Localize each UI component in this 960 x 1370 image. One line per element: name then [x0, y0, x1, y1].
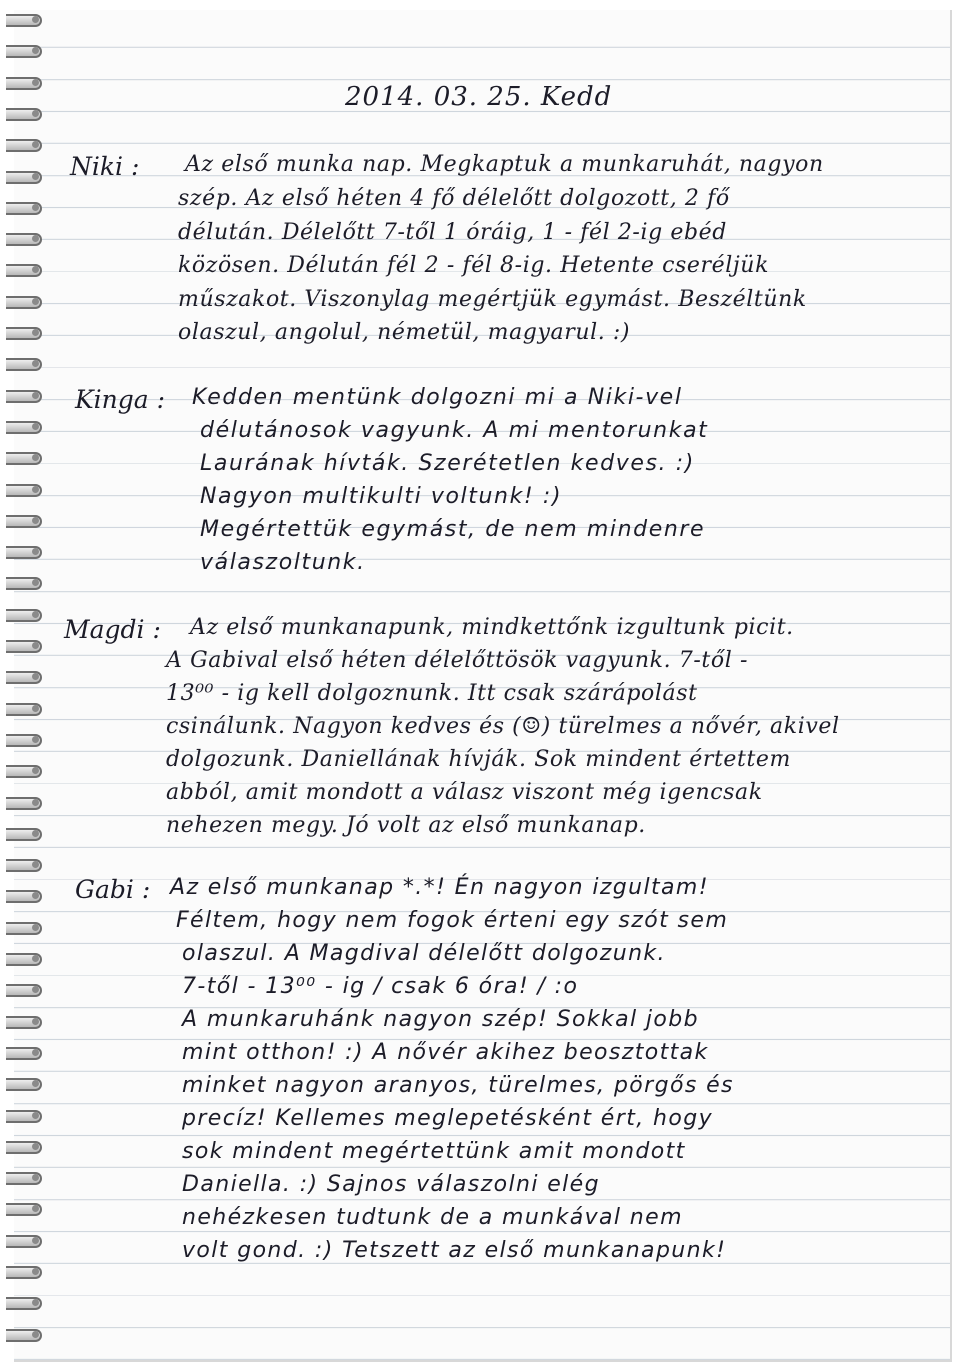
- spiral-ring-hole: [32, 235, 39, 242]
- entry-line: nehézkesen tudtunk de a munkával nem: [182, 1205, 683, 1230]
- spiral-ring-hole: [32, 673, 39, 680]
- spiral-ring-hole: [32, 360, 39, 367]
- entry-line: délután. Délelőtt 7-től 1 óráig, 1 - fél 2-ig ebéd: [178, 220, 727, 245]
- spiral-ring-hole: [32, 517, 39, 524]
- spiral-ring: [2, 890, 42, 900]
- spiral-ring-hole: [32, 924, 39, 931]
- spiral-ring-hole: [32, 1018, 39, 1025]
- page-date: 2014. 03. 25. Kedd: [345, 82, 613, 112]
- spiral-ring-hole: [32, 548, 39, 555]
- spiral-ring: [2, 546, 42, 556]
- spiral-ring-hole: [32, 1331, 39, 1338]
- spiral-ring: [2, 233, 42, 243]
- entry-author: Magdi :: [64, 615, 161, 644]
- spiral-ring: [2, 171, 42, 181]
- spiral-ring: [2, 1329, 42, 1339]
- spiral-ring: [2, 45, 42, 55]
- spiral-ring-hole: [32, 141, 39, 148]
- spiral-ring: [2, 765, 42, 775]
- spiral-ring: [2, 577, 42, 587]
- spiral-ring: [2, 264, 42, 274]
- spiral-ring-hole: [32, 767, 39, 774]
- spiral-ring-hole: [32, 1268, 39, 1275]
- entry-line: Laurának hívták. Szerétetlen kedves. :): [200, 451, 695, 476]
- spiral-ring: [2, 1110, 42, 1120]
- spiral-ring-hole: [32, 266, 39, 273]
- spiral-ring: [2, 390, 42, 400]
- spiral-ring-hole: [32, 799, 39, 806]
- spiral-ring: [2, 703, 42, 713]
- spiral-ring-hole: [32, 79, 39, 86]
- spiral-ring-hole: [32, 642, 39, 649]
- entry-line: Megértettük egymást, de nem mindenre: [200, 517, 706, 542]
- spiral-ring: [2, 358, 42, 368]
- spiral-ring: [2, 515, 42, 525]
- spiral-ring-hole: [32, 986, 39, 993]
- entry-line: Kedden mentünk dolgozni mi a Niki-vel: [192, 385, 683, 410]
- entry-line: műszakot. Viszonylag megértjük egymást. Beszéltünk: [178, 287, 807, 312]
- spiral-ring: [2, 1078, 42, 1088]
- entry-line: Az első munkanap *.*! Én nagyon izgultam!: [170, 875, 709, 900]
- spiral-ring: [2, 484, 42, 494]
- entry-line: sok mindent megértettünk amit mondott: [182, 1139, 686, 1164]
- spiral-ring-hole: [32, 486, 39, 493]
- spiral-ring: [2, 640, 42, 650]
- spiral-ring-hole: [32, 1299, 39, 1306]
- spiral-ring-hole: [32, 1080, 39, 1087]
- spiral-ring: [2, 1235, 42, 1245]
- spiral-ring-hole: [32, 1112, 39, 1119]
- entry-line: 13⁰⁰ - ig kell dolgoznunk. Itt csak szárápolást: [166, 681, 698, 706]
- spiral-ring-hole: [32, 611, 39, 618]
- spiral-ring-hole: [32, 47, 39, 54]
- spiral-ring-hole: [32, 1237, 39, 1244]
- spiral-ring: [2, 922, 42, 932]
- entry-line: abból, amit mondott a válasz viszont még igencsak: [166, 780, 763, 805]
- spiral-ring-hole: [32, 579, 39, 586]
- spiral-ring: [2, 108, 42, 118]
- spiral-ring: [2, 859, 42, 869]
- entry-line: szép. Az első héten 4 fő délelőtt dolgozott, 2 fő: [178, 186, 730, 211]
- entry-line: precíz! Kellemes meglepetésként ért, hogy: [182, 1106, 713, 1131]
- spiral-binding: [0, 14, 46, 1354]
- entry-line: csinálunk. Nagyon kedves és (☺) türelmes a nővér, akivel: [166, 714, 840, 739]
- entry-line: közösen. Délután fél 2 - fél 8-ig. Hetente cseréljük: [178, 253, 770, 278]
- entry-line: olaszul. A Magdival délelőtt dolgozunk.: [182, 941, 666, 966]
- entry-line: Féltem, hogy nem fogok érteni egy szót sem: [176, 908, 729, 933]
- spiral-ring-hole: [32, 1205, 39, 1212]
- entry-line: volt gond. :) Tetszett az első munkanapunk!: [182, 1238, 727, 1263]
- entry-author: Gabi :: [75, 875, 151, 904]
- spiral-ring-hole: [32, 110, 39, 117]
- spiral-ring-hole: [32, 392, 39, 399]
- entry-line: minket nagyon aranyos, türelmes, pörgős és: [182, 1073, 734, 1098]
- entry-line: A munkaruhánk nagyon szép! Sokkal jobb: [182, 1007, 699, 1032]
- spiral-ring-hole: [32, 298, 39, 305]
- spiral-ring: [2, 327, 42, 337]
- spiral-ring: [2, 1172, 42, 1182]
- spiral-ring: [2, 1141, 42, 1151]
- entry-line: A Gabival első héten délelőttösök vagyunk. 7-től -: [166, 648, 748, 673]
- spiral-ring-hole: [32, 16, 39, 23]
- spiral-ring: [2, 1203, 42, 1213]
- spiral-ring: [2, 1016, 42, 1026]
- spiral-ring-hole: [32, 1049, 39, 1056]
- entry-line: Az első munka nap. Megkaptuk a munkaruhát, nagyon: [185, 152, 824, 177]
- entry-author: Niki :: [70, 152, 140, 181]
- entry-line: válaszoltunk.: [200, 550, 366, 575]
- spiral-ring: [2, 797, 42, 807]
- spiral-ring-hole: [32, 454, 39, 461]
- entry-line: délutánosok vagyunk. A mi mentorunkat: [200, 418, 709, 443]
- entry-line: nehezen megy. Jó volt az első munkanap.: [166, 813, 646, 838]
- spiral-ring: [2, 202, 42, 212]
- entry-line: olaszul, angolul, németül, magyarul. :): [178, 320, 631, 345]
- spiral-ring-hole: [32, 329, 39, 336]
- spiral-ring-hole: [32, 830, 39, 837]
- spiral-ring-hole: [32, 173, 39, 180]
- spiral-ring: [2, 452, 42, 462]
- spiral-ring: [2, 1297, 42, 1307]
- spiral-ring-hole: [32, 1143, 39, 1150]
- spiral-ring: [2, 828, 42, 838]
- entry-line: 7-től - 13⁰⁰ - ig / csak 6 óra! / :o: [182, 974, 579, 999]
- spiral-ring: [2, 984, 42, 994]
- entry-line: Nagyon multikulti voltunk! :): [200, 484, 563, 509]
- entry-line: mint otthon! :) A nővér akihez beosztottak: [182, 1040, 709, 1065]
- spiral-ring-hole: [32, 861, 39, 868]
- spiral-ring-hole: [32, 955, 39, 962]
- spiral-ring: [2, 14, 42, 24]
- spiral-ring: [2, 1266, 42, 1276]
- spiral-ring: [2, 671, 42, 681]
- spiral-ring-hole: [32, 736, 39, 743]
- spiral-ring: [2, 734, 42, 744]
- spiral-ring: [2, 953, 42, 963]
- spiral-ring: [2, 296, 42, 306]
- spiral-ring: [2, 609, 42, 619]
- spiral-ring-hole: [32, 204, 39, 211]
- spiral-ring-hole: [32, 705, 39, 712]
- spiral-ring: [2, 421, 42, 431]
- spiral-ring-hole: [32, 423, 39, 430]
- entry-line: Az első munkanapunk, mindkettőnk izgultunk picit.: [190, 615, 794, 640]
- spiral-ring: [2, 1047, 42, 1057]
- entry-line: dolgozunk. Daniellának hívják. Sok mindent értettem: [166, 747, 791, 772]
- entry-line: Daniella. :) Sajnos válaszolni elég: [182, 1172, 600, 1197]
- spiral-ring: [2, 77, 42, 87]
- entry-author: Kinga :: [75, 385, 166, 414]
- spiral-ring: [2, 139, 42, 149]
- spiral-ring-hole: [32, 892, 39, 899]
- spiral-ring-hole: [32, 1174, 39, 1181]
